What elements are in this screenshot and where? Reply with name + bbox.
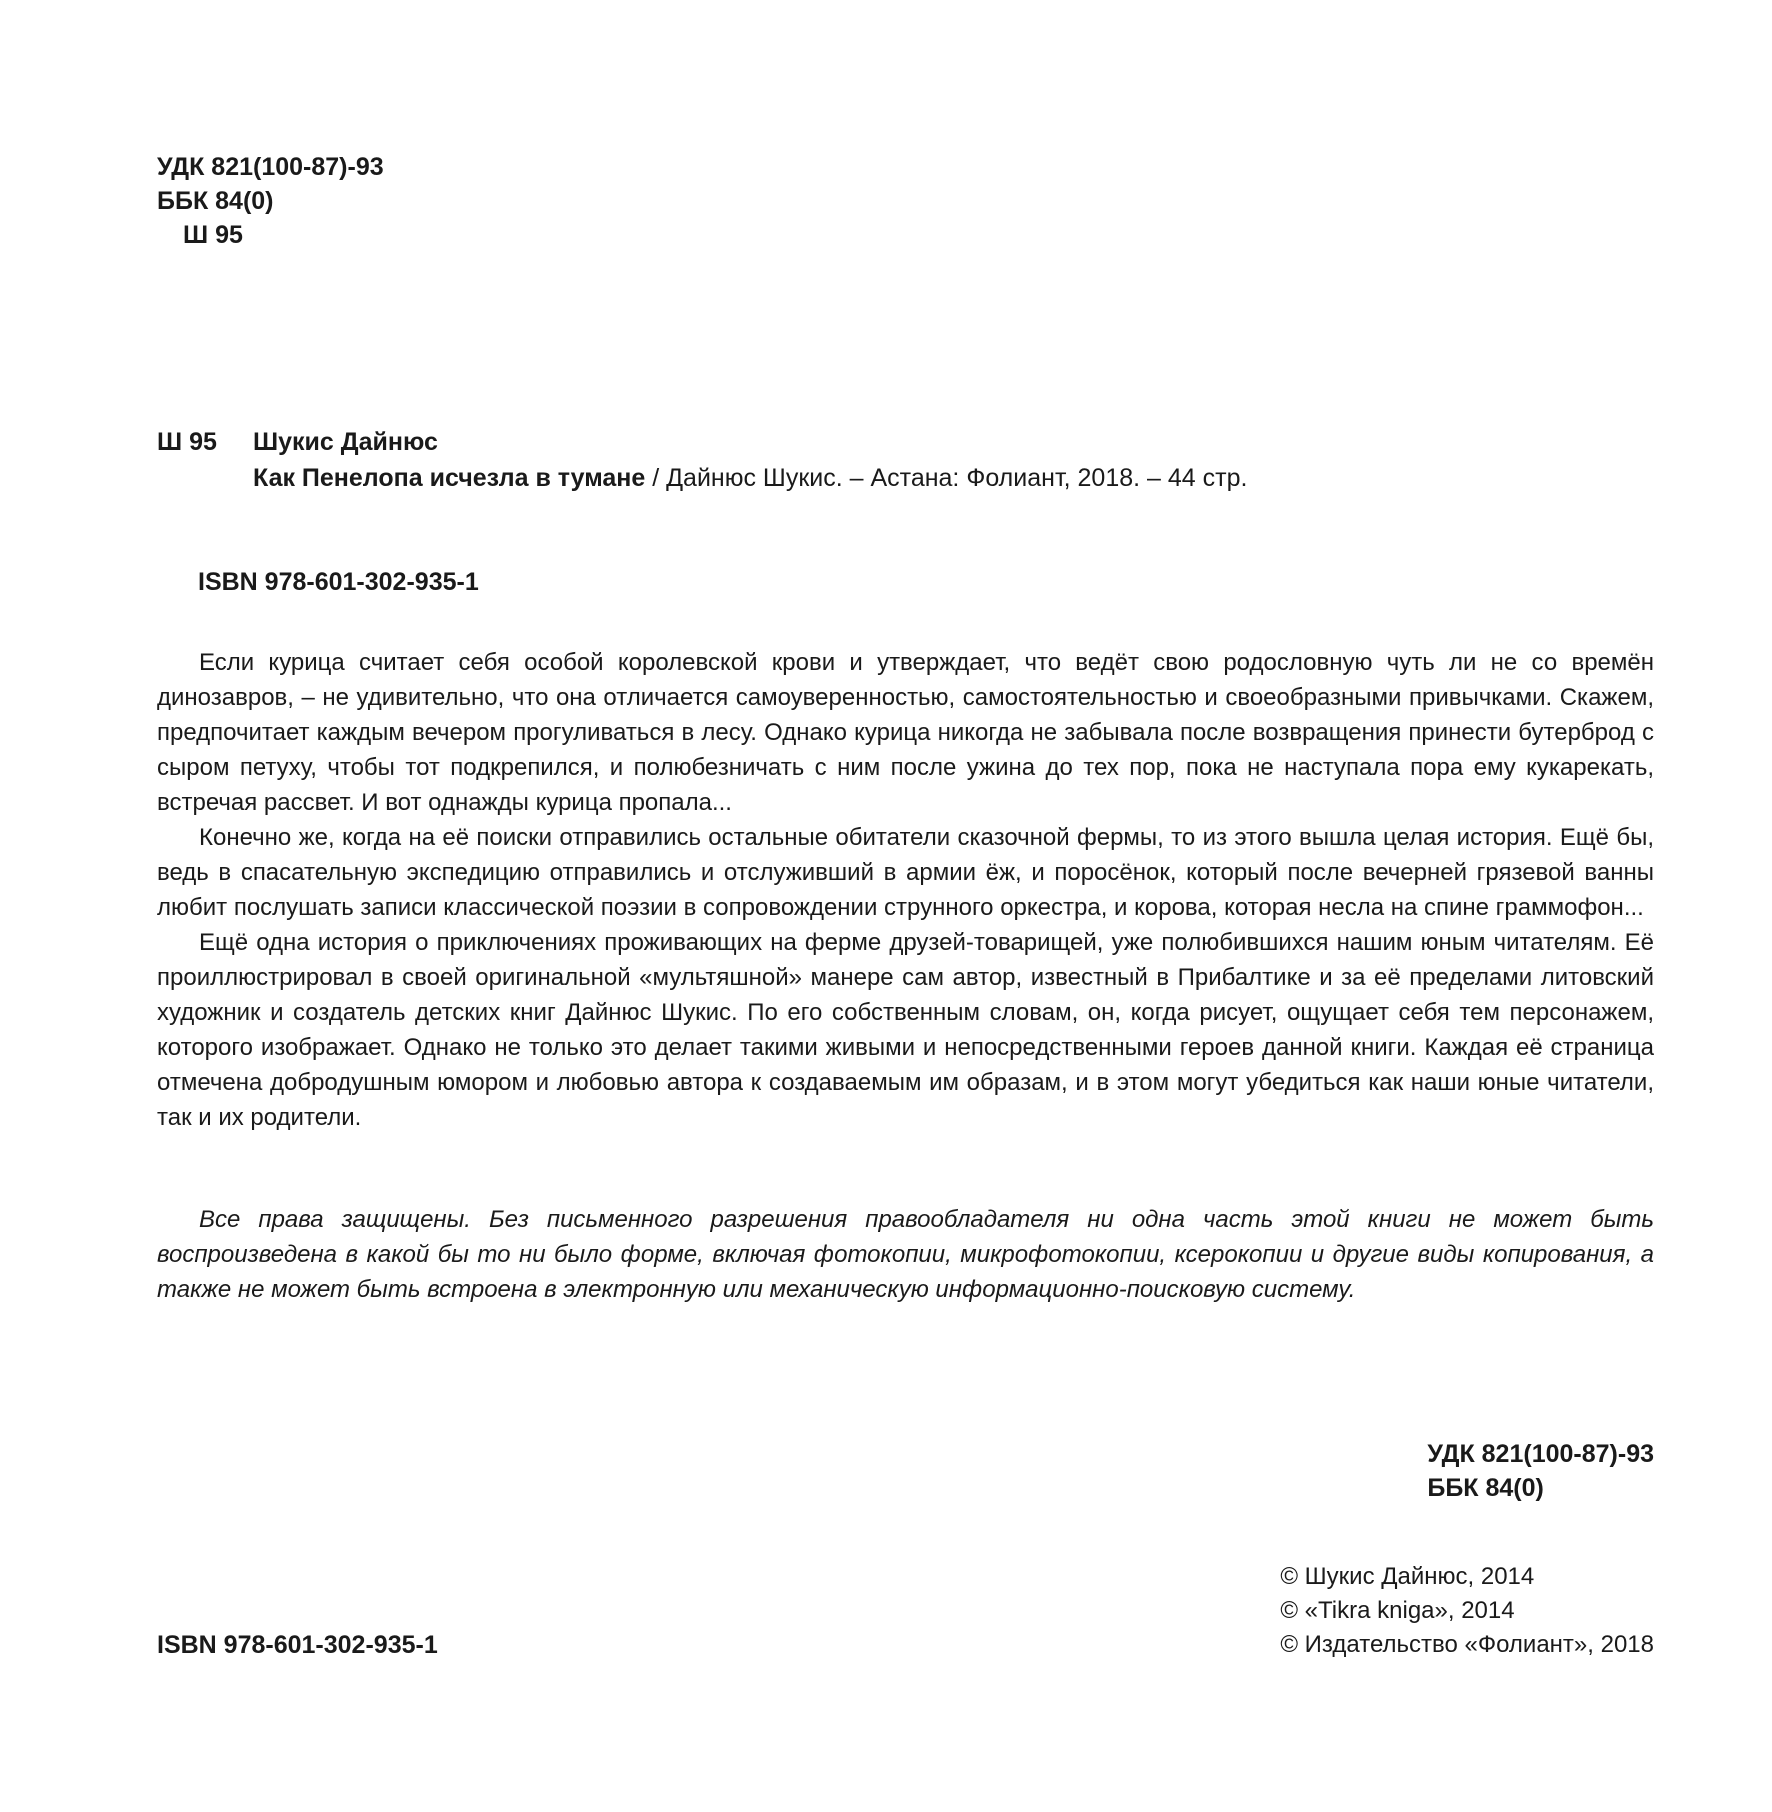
- catalog-title-line: [253, 461, 1247, 495]
- publication-info: / Дайнюс Шукис. – Астана: Фолиант, 2018. – 44 стр.: [645, 464, 1248, 492]
- isbn-bottom: ISBN 978-601-302-935-1: [157, 1631, 438, 1659]
- rights-notice: Все права защищены. Без письменного разрешения правообладателя ни одна часть этой книги не может быть воспроизведена в какой бы то ни было форме, включая фотокопии, микрофотокопии, ксерокопии и другие виды копирования, а также не может быть встроена в электронную или механическую информационно-поисковую систему.: [157, 1206, 1654, 1303]
- book-title: Как Пенелопа исчезла в тумане: [253, 464, 646, 492]
- annotation: [157, 645, 1654, 1135]
- bottom-classification-codes: [1427, 1437, 1654, 1505]
- copyright-line: © Шукис Дайнюс, 2014: [1280, 1563, 1535, 1590]
- bbk-code: ББК 84(0): [157, 187, 274, 215]
- catalog-author: Шукис Дайнюс: [253, 428, 438, 456]
- catalog-author-mark: Ш 95: [157, 428, 217, 456]
- copyright-block: [1280, 1560, 1654, 1662]
- top-classification-codes: [157, 150, 384, 252]
- copyright-line: © «Tikra kniga», 2014: [1280, 1597, 1515, 1624]
- bottom-bbk-code: ББК 84(0): [1427, 1474, 1544, 1502]
- annotation-paragraph: Конечно же, когда на её поиски отправились остальные обитатели сказочной фермы, то из этого вышла целая история. Ещё бы, ведь в спасательную экспедицию отправились и отслуживший в армии ёж, и поросёнок, который после вечерней грязевой ванны любит послушать записи классической поэзии в сопровождении струнного оркестра, и корова, которая несла на спине граммофон...: [157, 824, 1654, 921]
- isbn-main: ISBN 978-601-302-935-1: [198, 568, 479, 596]
- copyright-line: © Издательство «Фолиант», 2018: [1280, 1631, 1654, 1658]
- udk-code: УДК 821(100-87)-93: [157, 153, 384, 181]
- bottom-udk-code: УДК 821(100-87)-93: [1427, 1440, 1654, 1468]
- author-mark: Ш 95: [183, 221, 243, 249]
- annotation-paragraph: Ещё одна история о приключениях проживающих на ферме друзей-товарищей, уже полюбившихся нашим юным читателям. Её проиллюстрировал в своей оригинальной «мультяшной» манере сам автор, известный в Прибалтике и за её пределами литовский художник и создатель детских книг Дайнюс Шукис. По его собственным словам, он, когда рисует, ощущает себя тем персонажем, которого изображает. Однако не только это делает такими живыми и непосредственными героев данной книги. Каждая её страница отмечена добродушным юмором и любовью автора к создаваемым им образам, и в этом могут убедиться как наши юные читатели, так и их родители.: [157, 929, 1654, 1131]
- catalog-author-line: [157, 425, 438, 459]
- annotation-paragraph: Если курица считает себя особой королевской крови и утверждает, что ведёт свою родословную чуть ли не со времён динозавров, – не удивительно, что она отличается самоуверенностью, самостоятельностью и своеобразными привычками. Скажем, предпочитает каждым вечером прогуливаться в лесу. Однако курица никогда не забывала после возвращения принести бутерброд с сыром петуху, чтобы тот подкрепился, и полюбезничать с ним после ужина до тех пор, пока не наступала пора ему кукарекать, встречая рассвет. И вот однажды курица пропала...: [157, 649, 1654, 816]
